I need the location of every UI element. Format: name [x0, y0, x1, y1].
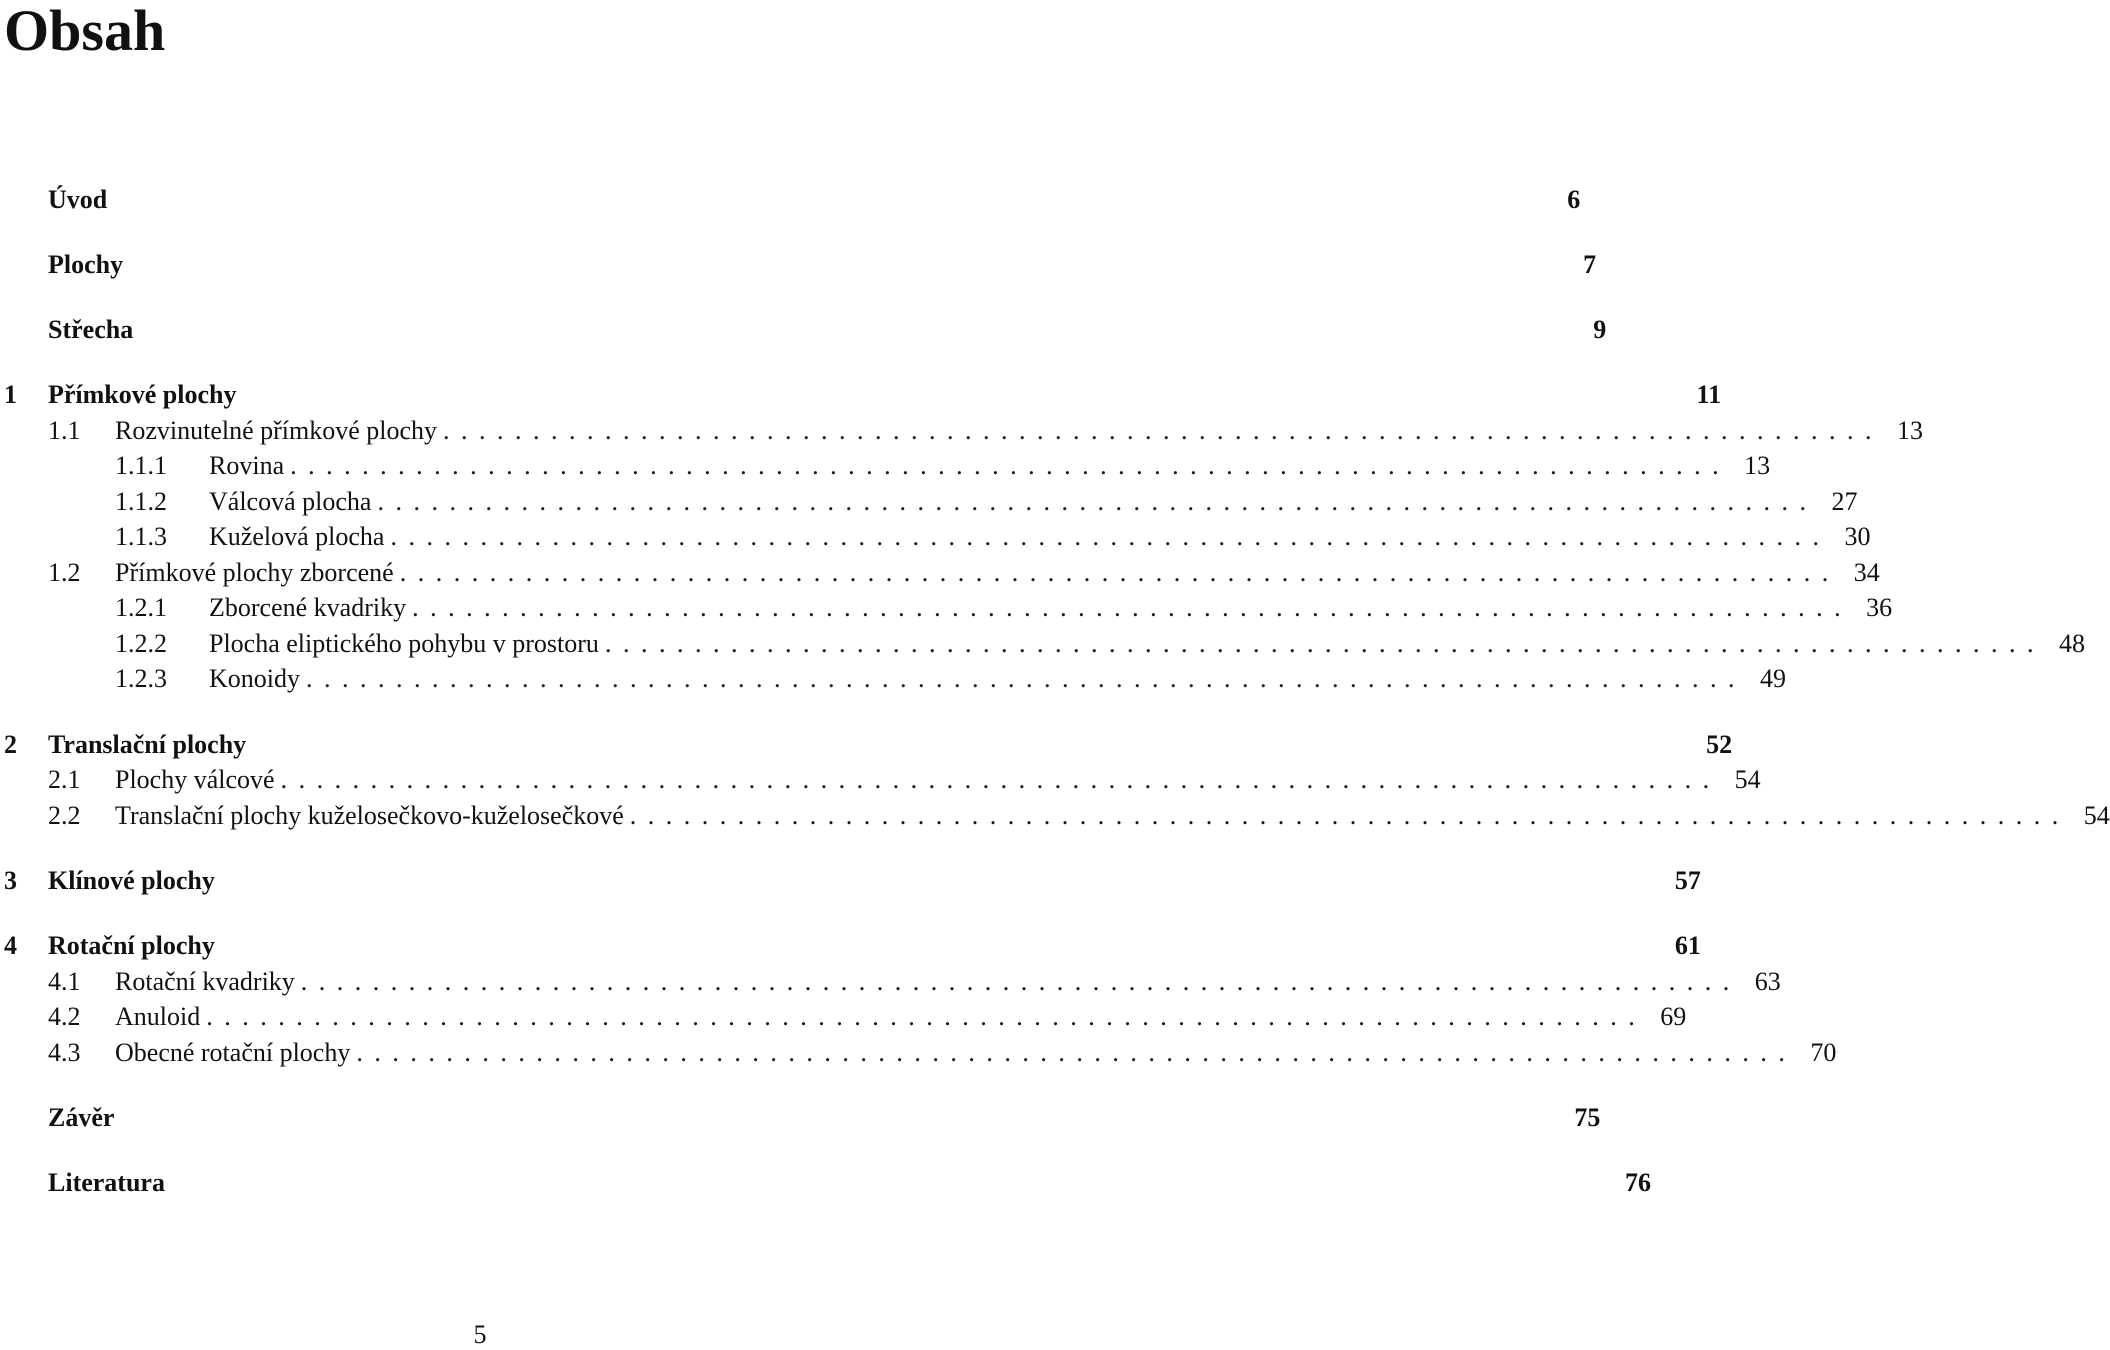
- toc-entry-label: Úvod: [48, 185, 108, 214]
- toc-entry-number: 1.1.1: [115, 451, 167, 480]
- toc-leader-dots: ................................................................................: [356, 1038, 1797, 1067]
- toc-entry-number: 1.2.3: [115, 664, 167, 693]
- toc-entry-page: 6: [1567, 185, 1581, 214]
- toc-entry-label: Střecha: [48, 315, 134, 344]
- toc-entry-page: 9: [1593, 315, 1607, 344]
- toc-entry-page: 27: [1831, 487, 1858, 516]
- toc-leader-dots: ................................................................................: [604, 629, 2045, 658]
- toc-leader-dots: ................................................................................: [377, 487, 1818, 516]
- toc-entry-label: Klínové plochy: [48, 866, 215, 895]
- toc-entry-number: 1.1: [48, 416, 81, 445]
- toc-entry-number: 4.2: [48, 1002, 81, 1031]
- toc-entry-number: 4.3: [48, 1038, 81, 1067]
- toc-entry[interactable]: [0, 556, 1880, 590]
- toc-entry-page: 34: [1853, 558, 1880, 587]
- toc-entry[interactable]: [0, 183, 1581, 217]
- toc-entry-label: Zborcené kvadriky: [209, 593, 407, 622]
- toc-entry-page: 75: [1574, 1103, 1601, 1132]
- toc-entry-page: 69: [1660, 1002, 1687, 1031]
- toc-entry-number: 1.1.3: [115, 522, 167, 551]
- toc-entry-label: Rotační plochy: [48, 931, 215, 960]
- toc-entry-label: Konoidy: [209, 664, 300, 693]
- toc-leader-dots: ................................................................................: [629, 801, 2070, 830]
- toc-entry-page: 70: [1810, 1038, 1837, 1067]
- toc-leader-dots: ................................................................................: [206, 1002, 1647, 1031]
- toc-entry-number: 1.2.2: [115, 629, 167, 658]
- page-number: 5: [473, 1320, 487, 1349]
- toc-entry[interactable]: [0, 799, 2110, 833]
- toc-entry-label: Rovina: [209, 451, 285, 480]
- toc-leader-dots: ................................................................................: [390, 522, 1831, 551]
- toc-leader-dots: ................................................................................: [306, 664, 1746, 693]
- toc-entry-page: 30: [1844, 522, 1871, 551]
- toc-entry-label: Translační plochy kuželosečkovo-kuželosečkové: [115, 801, 624, 830]
- toc-entry-number: 2.2: [48, 801, 81, 830]
- toc-entry-label: Translační plochy: [48, 730, 247, 759]
- toc-entry-page: 57: [1674, 866, 1701, 895]
- toc-entry-number: 2: [4, 730, 17, 759]
- toc-entry-number: 3: [4, 866, 17, 895]
- toc-entry-number: 1.2: [48, 558, 81, 587]
- toc-entry-label: Plochy: [48, 250, 124, 279]
- toc-entry-label: Kuželová plocha: [209, 522, 385, 551]
- toc-entry[interactable]: [0, 378, 1722, 412]
- toc-entry-page: 52: [1706, 730, 1733, 759]
- toc-entry-page: 54: [1734, 765, 1761, 794]
- toc-entry-label: Rozvinutelné přímkové plochy: [115, 416, 438, 445]
- toc-entry[interactable]: [0, 313, 1607, 347]
- toc-entry-page: 54: [2083, 801, 2110, 830]
- toc-entry[interactable]: [0, 627, 2085, 661]
- toc-entry-page: 76: [1624, 1168, 1651, 1197]
- toc-entry-page: 13: [1897, 416, 1924, 445]
- toc-entry[interactable]: [0, 864, 1701, 898]
- toc-leader-dots: ................................................................................: [300, 967, 1741, 996]
- toc-entry-label: Obecné rotační plochy: [115, 1038, 351, 1067]
- toc-entry-label: Přímkové plochy zborcené: [115, 558, 394, 587]
- toc-entry-number: 4: [4, 931, 17, 960]
- toc-leader-dots: ................................................................................: [412, 593, 1853, 622]
- toc-entry-page: 7: [1583, 250, 1597, 279]
- toc-entry-label: Literatura: [48, 1168, 165, 1197]
- toc-entry-number: 1: [4, 380, 17, 409]
- toc-entry-label: Rotační kvadriky: [115, 967, 295, 996]
- toc-entry[interactable]: [0, 591, 1893, 625]
- toc-entry[interactable]: [0, 728, 1733, 762]
- toc-entry-page: 49: [1760, 664, 1786, 693]
- toc-entry[interactable]: [0, 248, 1597, 282]
- toc-entry-number: 4.1: [48, 967, 81, 996]
- toc-entry-page: 63: [1754, 967, 1781, 996]
- toc-entry-number: 2.1: [48, 765, 81, 794]
- toc-entry[interactable]: [0, 1166, 1651, 1200]
- toc-entry-page: 48: [2058, 629, 2085, 658]
- toc-leader-dots: ................................................................................: [399, 558, 1840, 587]
- toc-entry-label: Válcová plocha: [209, 487, 372, 516]
- toc-entry[interactable]: [0, 662, 1786, 696]
- toc-entry-number: 1.2.1: [115, 593, 167, 622]
- toc-entry-page: 13: [1744, 451, 1771, 480]
- toc-entry[interactable]: [0, 965, 1781, 999]
- toc-entry-page: 36: [1866, 593, 1893, 622]
- toc-entry-number: 1.1.2: [115, 487, 167, 516]
- toc-entry-label: Přímkové plochy: [48, 380, 237, 409]
- toc-entry[interactable]: [0, 485, 1858, 519]
- toc-entry[interactable]: [0, 1036, 1837, 1070]
- toc-entry-label: Plochy válcové: [115, 765, 275, 794]
- toc-entry[interactable]: [0, 763, 1761, 797]
- toc-entry-label: Závěr: [48, 1103, 115, 1132]
- toc-entry[interactable]: [0, 520, 1871, 554]
- toc-entry[interactable]: [0, 414, 1924, 448]
- toc-entry-page: 61: [1674, 931, 1701, 960]
- toc-leader-dots: ................................................................................: [290, 451, 1731, 480]
- toc-leader-dots: ................................................................................: [443, 416, 1884, 445]
- toc-leader-dots: ................................................................................: [280, 765, 1721, 794]
- toc-entry[interactable]: [0, 1101, 1601, 1135]
- page-title: Obsah: [4, 0, 166, 63]
- toc-entry[interactable]: [0, 929, 1701, 963]
- toc-entry-label: Plocha eliptického pohybu v prostoru: [209, 629, 599, 658]
- toc-entry-page: 11: [1696, 380, 1722, 409]
- toc-entry[interactable]: [0, 1000, 1687, 1034]
- toc-entry[interactable]: [0, 449, 1771, 483]
- toc-entry-label: Anuloid: [115, 1002, 201, 1031]
